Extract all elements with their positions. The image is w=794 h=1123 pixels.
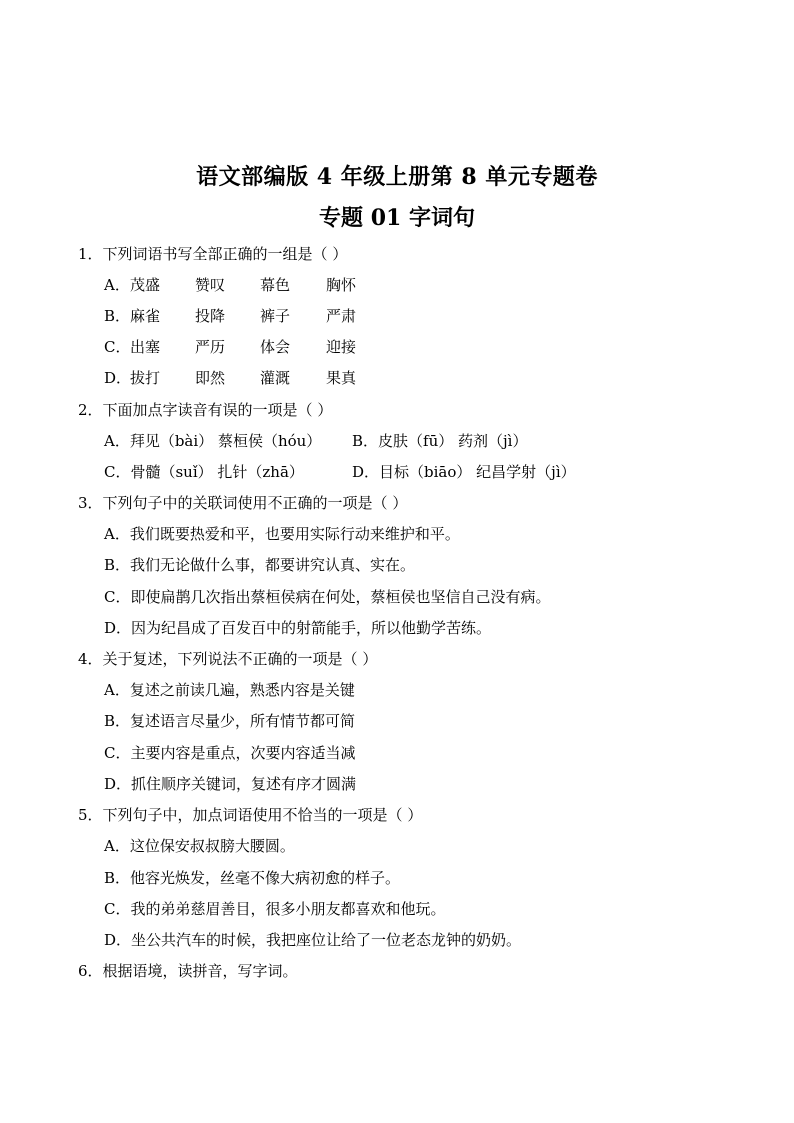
page-subtitle: 专题 01 字词句 [319, 205, 475, 231]
question-3-stem: 3．下列句子中的关联词使用不正确的一项是（ ） [78, 494, 408, 512]
option-label: B． [104, 307, 131, 325]
question-2-option-c: C．骨髓（suǐ） 扎针（zhā） [104, 463, 304, 481]
question-4-option-d: D．抓住顺序关键词，复述有序才圆满 [104, 775, 357, 793]
option-word: 即然 [195, 369, 226, 387]
option-word: 果真 [326, 369, 357, 387]
option-label: C． [104, 338, 131, 356]
question-2-option-d: D．目标（biāo） 纪昌学射（jì） [352, 463, 576, 481]
question-3-option-a: A．我们既要热爱和平，也要用实际行动来维护和平。 [104, 525, 460, 543]
question-4-stem: 4．关于复述，下列说法不正确的一项是（ ） [78, 650, 378, 668]
question-4-option-b: B．复述语言尽量少，所有情节都可简 [104, 712, 356, 730]
option-word: 赞叹 [195, 276, 226, 294]
question-2-option-a: A．拜见（bài） 蔡桓侯（hóu） [104, 432, 322, 450]
option-word: 体会 [260, 338, 291, 356]
page-title: 语文部编版 4 年级上册第 8 单元专题卷 [196, 164, 598, 190]
option-word: 投降 [195, 307, 226, 325]
question-2-stem: 2．下面加点字读音有误的一项是（ ） [78, 401, 333, 419]
option-word: 拔打 [130, 369, 161, 387]
question-5-option-d: D．坐公共汽车的时候，我把座位让给了一位老态龙钟的奶奶。 [104, 931, 522, 949]
option-word: 茂盛 [130, 276, 161, 294]
question-3-option-d: D．因为纪昌成了百发百中的射箭能手，所以他勤学苦练。 [104, 619, 492, 637]
option-word: 出塞 [130, 338, 161, 356]
question-5-option-a: A．这位保安叔叔膀大腰圆。 [104, 837, 295, 855]
question-5-option-c: C．我的弟弟慈眉善目，很多小朋友都喜欢和他玩。 [104, 900, 446, 918]
option-word: 裤子 [260, 307, 291, 325]
option-label: D． [104, 369, 132, 387]
option-word: 麻雀 [130, 307, 161, 325]
question-3-option-c: C．即使扁鹊几次指出蔡桓侯病在何处，蔡桓侯也坚信自己没有病。 [104, 588, 551, 606]
option-label: A． [104, 276, 130, 294]
question-1-stem: 1．下列词语书写全部正确的一组是（ ） [78, 245, 348, 263]
question-6-stem: 6．根据语境，读拼音，写字词。 [78, 962, 298, 980]
option-word: 幕色 [260, 276, 291, 294]
question-4-option-a: A．复述之前读几遍，熟悉内容是关键 [104, 681, 355, 699]
option-word: 灌溉 [260, 369, 291, 387]
question-5-option-b: B．他容光焕发，丝毫不像大病初愈的样子。 [104, 869, 401, 887]
question-3-option-b: B．我们无论做什么事，都要讲究认真、实在。 [104, 556, 416, 574]
option-word: 严历 [195, 338, 226, 356]
question-2-option-b: B．皮肤（fū） 药剂（jì） [352, 432, 528, 450]
option-word: 胸怀 [326, 276, 357, 294]
question-4-option-c: C．主要内容是重点，次要内容适当减 [104, 744, 356, 762]
question-5-stem: 5．下列句子中，加点词语使用不恰当的一项是（ ） [78, 806, 423, 824]
option-word: 严肃 [326, 307, 357, 325]
option-word: 迎接 [326, 338, 357, 356]
